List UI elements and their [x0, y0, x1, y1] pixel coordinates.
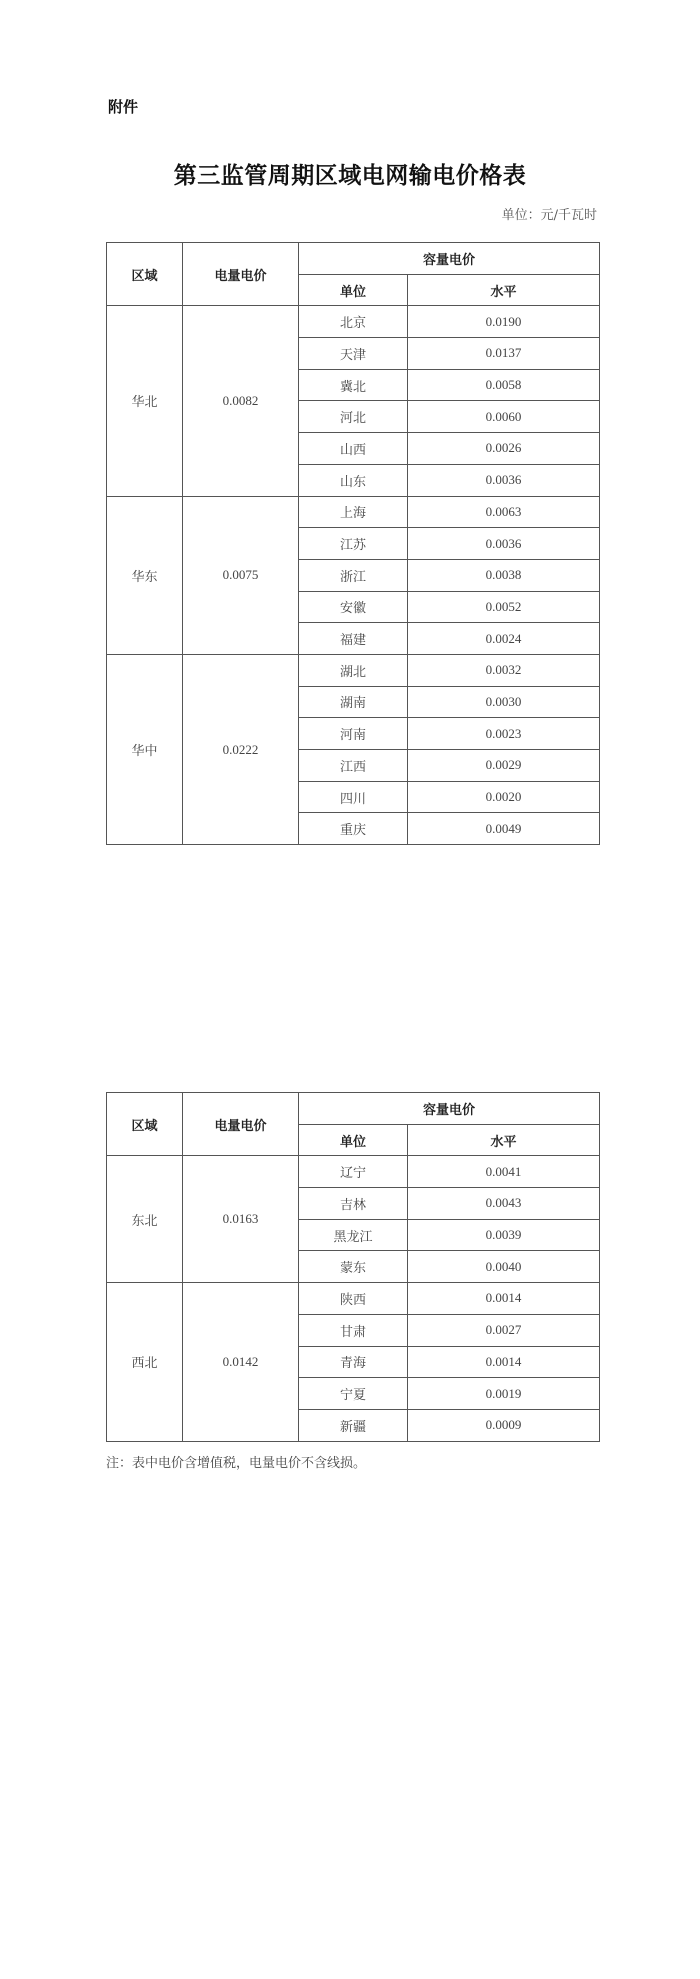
header-unit: 单位: [299, 274, 408, 306]
level-cell: 0.0030: [408, 686, 600, 718]
page-title: 第三监管周期区域电网输电价格表: [173, 162, 527, 189]
unit-cell: 宁夏: [299, 1378, 408, 1410]
header-level: 水平: [408, 1124, 600, 1156]
level-cell: 0.0019: [408, 1378, 600, 1410]
table-row: [107, 1156, 600, 1188]
level-cell: 0.0038: [408, 559, 600, 591]
unit-cell: 上海: [299, 496, 408, 528]
table-row: [107, 654, 600, 686]
unit-cell: 江苏: [299, 528, 408, 560]
unit-cell: 吉林: [299, 1188, 408, 1220]
energy-price-cell: 0.0163: [183, 1156, 299, 1283]
header-energy-price: 电量电价: [183, 243, 299, 306]
unit-cell: 青海: [299, 1346, 408, 1378]
footnote: 注：表中电价含增值税，电量电价不含线损。: [106, 1456, 367, 1471]
region-cell: 东北: [107, 1156, 183, 1283]
region-cell: 西北: [107, 1283, 183, 1441]
level-cell: 0.0040: [408, 1251, 600, 1283]
table-row: [107, 496, 600, 528]
level-cell: 0.0039: [408, 1219, 600, 1251]
region-cell: 华中: [107, 654, 183, 844]
attachment-label: 附件: [108, 98, 139, 116]
table-row: [107, 1283, 600, 1315]
header-unit: 单位: [299, 1124, 408, 1156]
header-region: 区域: [107, 243, 183, 306]
unit-cell: 河南: [299, 718, 408, 750]
energy-price-cell: 0.0075: [183, 496, 299, 654]
unit-cell: 山西: [299, 433, 408, 465]
header-level: 水平: [408, 274, 600, 306]
region-cell: 华北: [107, 306, 183, 496]
level-cell: 0.0058: [408, 369, 600, 401]
level-cell: 0.0032: [408, 654, 600, 686]
unit-cell: 陕西: [299, 1283, 408, 1315]
level-cell: 0.0063: [408, 496, 600, 528]
level-cell: 0.0052: [408, 591, 600, 623]
unit-cell: 黑龙江: [299, 1219, 408, 1251]
price-table-2: [106, 1092, 600, 1442]
header-capacity-price: 容量电价: [299, 243, 600, 275]
level-cell: 0.0137: [408, 338, 600, 370]
unit-note: 单位：元/千瓦时: [501, 208, 597, 223]
unit-cell: 辽宁: [299, 1156, 408, 1188]
unit-cell: 蒙东: [299, 1251, 408, 1283]
energy-price-cell: 0.0222: [183, 654, 299, 844]
energy-price-cell: 0.0082: [183, 306, 299, 496]
unit-cell: 四川: [299, 781, 408, 813]
unit-cell: 湖北: [299, 654, 408, 686]
unit-cell: 甘肃: [299, 1314, 408, 1346]
unit-cell: 河北: [299, 401, 408, 433]
header-region: 区域: [107, 1093, 183, 1156]
level-cell: 0.0036: [408, 528, 600, 560]
level-cell: 0.0060: [408, 401, 600, 433]
unit-cell: 湖南: [299, 686, 408, 718]
level-cell: 0.0027: [408, 1314, 600, 1346]
level-cell: 0.0009: [408, 1409, 600, 1441]
table-row: [107, 306, 600, 338]
header-energy-price: 电量电价: [183, 1093, 299, 1156]
unit-cell: 福建: [299, 623, 408, 655]
region-cell: 华东: [107, 496, 183, 654]
unit-cell: 重庆: [299, 813, 408, 845]
unit-cell: 安徽: [299, 591, 408, 623]
unit-cell: 冀北: [299, 369, 408, 401]
unit-cell: 浙江: [299, 559, 408, 591]
level-cell: 0.0029: [408, 750, 600, 782]
unit-cell: 江西: [299, 750, 408, 782]
level-cell: 0.0041: [408, 1156, 600, 1188]
unit-cell: 山东: [299, 464, 408, 496]
energy-price-cell: 0.0142: [183, 1283, 299, 1441]
level-cell: 0.0190: [408, 306, 600, 338]
level-cell: 0.0014: [408, 1346, 600, 1378]
level-cell: 0.0023: [408, 718, 600, 750]
level-cell: 0.0014: [408, 1283, 600, 1315]
level-cell: 0.0020: [408, 781, 600, 813]
unit-cell: 新疆: [299, 1409, 408, 1441]
level-cell: 0.0043: [408, 1188, 600, 1220]
level-cell: 0.0049: [408, 813, 600, 845]
price-table-1: [106, 242, 600, 845]
unit-cell: 天津: [299, 338, 408, 370]
level-cell: 0.0024: [408, 623, 600, 655]
unit-cell: 北京: [299, 306, 408, 338]
level-cell: 0.0026: [408, 433, 600, 465]
header-capacity-price: 容量电价: [299, 1093, 600, 1125]
level-cell: 0.0036: [408, 464, 600, 496]
